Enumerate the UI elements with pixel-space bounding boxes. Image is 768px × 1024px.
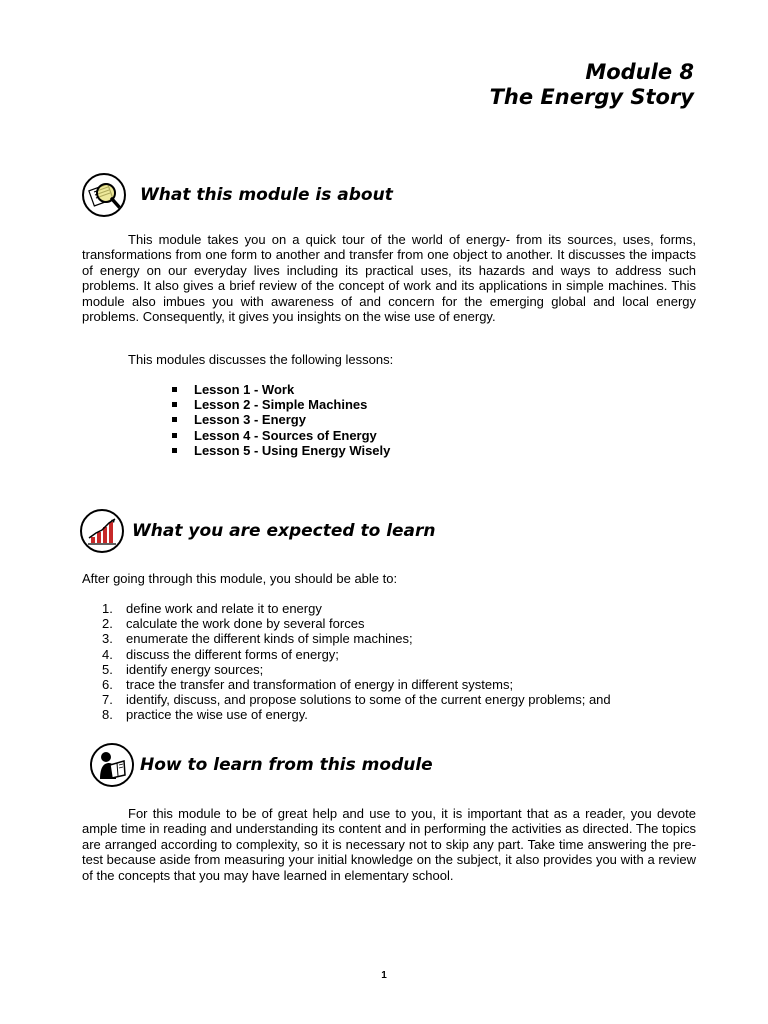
list-item — [102, 631, 611, 646]
page-number: 1 — [381, 970, 387, 981]
list-item — [102, 662, 611, 677]
page-title — [490, 60, 694, 110]
section-expected-title: What you are expected to learn — [132, 521, 436, 541]
about-paragraph: This module takes you on a quick tour of the world of energy- from its sources, uses, forms, transformations from one form to another and transfer from one object to another. It discusses the impacts of energy on our everyday lives including its practical uses, its hazards and ways to address such problems. It also gives a brief review of the concept of work and its applications in simple machines. This module also imbues you with awareness of and concern for the emerging global and local energy problems. Consequently, it gives you insights on the wise use of energy. — [82, 232, 696, 325]
list-item-number: 8. — [102, 707, 113, 723]
objective-list — [102, 601, 611, 723]
module-label: Module 8 — [585, 60, 694, 84]
list-item-text: define work and relate it to energy — [126, 601, 322, 616]
howto-paragraph: For this module to be of great help and use to you, it is important that as a reader, you devote ample time in reading and understanding its content and in performing the activities as directed. The topics are arranged according to complexity, so it is necessary not to skip any part. Take time answering the pre-test because aside from measuring your initial knowledge on the subject, it also provides you with a review of the concepts that you may have learned in elementary school. — [82, 806, 696, 883]
list-item-text: calculate the work done by several forces — [126, 616, 365, 632]
list-item-number: 7. — [102, 692, 113, 708]
list-item-text: practice the wise use of energy. — [126, 707, 308, 723]
list-item — [102, 601, 611, 616]
list-item — [102, 647, 611, 662]
list-item-text: identify, discuss, and propose solutions to some of the current energy problems; and — [126, 692, 611, 708]
list-item-text: discuss the different forms of energy; — [126, 646, 339, 662]
list-item-text: enumerate the different kinds of simple machines; — [126, 631, 413, 647]
section-about-heading — [82, 173, 393, 217]
expected-intro: After going through this module, you should be able to: — [82, 571, 398, 586]
section-expected-heading — [80, 509, 436, 553]
list-item: Lesson 2 - Simple Machines — [172, 397, 390, 412]
section-about-title: What this module is about — [140, 185, 393, 205]
lessons-intro: This modules discusses the following lessons: — [128, 352, 394, 367]
reader-icon — [90, 743, 134, 787]
magnifier-document-icon — [82, 173, 126, 217]
list-item: Lesson 3 - Energy — [172, 412, 390, 427]
list-item — [102, 677, 611, 692]
list-item-number: 3. — [102, 631, 113, 647]
list-item: Lesson 1 - Work — [172, 382, 390, 397]
section-howto-title: How to learn from this module — [140, 755, 433, 775]
list-item: Lesson 5 - Using Energy Wisely — [172, 443, 390, 458]
list-item — [102, 616, 611, 631]
growth-chart-icon — [80, 509, 124, 553]
list-item — [102, 707, 611, 722]
list-item-number: 5. — [102, 661, 113, 677]
list-item-number: 6. — [102, 677, 113, 693]
list-item-number: 1. — [102, 601, 113, 616]
list-item-number: 2. — [102, 616, 113, 632]
list-item-text: identify energy sources; — [126, 661, 264, 677]
list-item — [102, 692, 611, 707]
list-item-text: trace the transfer and transformation of energy in different systems; — [126, 677, 514, 693]
module-title: The Energy Story — [489, 85, 694, 109]
lesson-list — [172, 382, 390, 458]
list-item: Lesson 4 - Sources of Energy — [172, 428, 390, 443]
section-howto-heading — [90, 743, 433, 787]
list-item-number: 4. — [102, 646, 113, 662]
